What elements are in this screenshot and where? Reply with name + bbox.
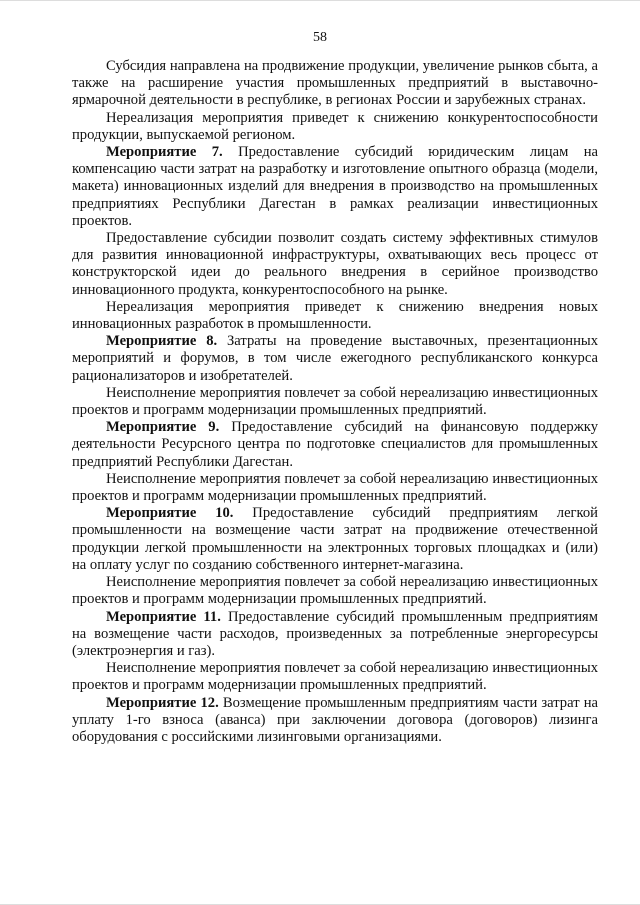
paragraph-lead: Мероприятие 12. [106,694,219,711]
paragraph-text: Затраты на проведение выставочных, презентационных мероприятий и форумов, в том числе ежегодного республиканского конкурса рационализаторов и изобретателей. [72,333,599,384]
paragraph-text: Нереализация мероприятия приведет к снижению конкурентоспособности продукции, выпускаемой регионом. [72,109,598,143]
page-body [72,58,598,746]
paragraph [72,471,598,505]
paragraph [72,419,598,471]
paragraph-text: Предоставление субсидий на финансовую поддержку деятельности Ресурсного центра по подготовке специалистов для промышленных предприятий Республики Дагестан. [72,419,598,470]
scan-edge-mark [0,0,640,1]
paragraph-text: Нереализация мероприятия приведет к снижению внедрения новых инновационных разработок в промышленности. [72,298,598,333]
paragraph [72,230,598,299]
paragraph-lead: Мероприятие 9. [106,419,220,436]
paragraph [72,695,598,747]
paragraph-lead: Мероприятие 8. [106,333,218,350]
paragraph-text: Предоставление субсидий предприятиям легкой промышленности на возмещение части затрат на продвижение отечественной продукции легкой промышленности на электронных торговых площадках и (или) на оплату услуг по созданию собственного интернет-магазина. [72,505,598,573]
paragraph [72,609,598,661]
paragraph-text: Субсидия направлена на продвижение продукции, увеличение рынков сбыта, а также на расширение участия промышленных предприятий в выставочно-ярмарочной деятельности в республике, в регионах России и зарубежных странах. [72,58,598,109]
paragraph-text: Возмещение промышленным предприятиям части затрат на уплату 1-го взноса (аванса) при заключении договора (договоров) лизинга оборудования с российскими лизинговыми организациями. [72,694,599,745]
paragraph-text: Неисполнение мероприятия повлечет за собой нереализацию инвестиционных проектов и программ модернизации промышленных предприятий. [72,574,598,608]
paragraph-text: Неисполнение мероприятия повлечет за собой нереализацию инвестиционных проектов и программ модернизации промышленных предприятий. [72,384,598,419]
paragraph-lead: Мероприятие 7. [106,144,223,161]
paragraph-lead: Мероприятие 10. [106,505,234,522]
paragraph [72,574,598,608]
paragraph-text: Неисполнение мероприятия повлечет за собой нереализацию инвестиционных проектов и программ модернизации промышленных предприятий. [72,470,598,505]
paragraph [72,144,598,230]
paragraph-text: Предоставление субсидий юридическим лицам на компенсацию части затрат на разработку и изготовление опытного образца (модели, макета) инновационных изделий для внедрения в производство на промышленных предприятиях Республики Дагестан в рамках реализации инвестиционных проектов. [72,144,599,229]
paragraph-text: Предоставление субсидии позволит создать систему эффективных стимулов для развития инновационной инфраструктуры, охватывающих весь процесс от конструкторской идеи до реального внедрения в серийное производство инновационного продукта, конкурентоспособного на рынке. [72,230,598,298]
paragraph [72,58,598,110]
paragraph-text: Неисполнение мероприятия повлечет за собой нереализацию инвестиционных проектов и программ модернизации промышленных предприятий. [72,660,598,694]
paragraph [72,505,598,574]
paragraph [72,660,598,694]
paragraph [72,299,598,333]
page-number: 58 [313,30,327,45]
paragraph-text: Предоставление субсидий промышленным предприятиям на возмещение части расходов, произведенных за потребленные энергоресурсы (электроэнергия и газ). [72,608,598,659]
paragraph [72,385,598,419]
paragraph [72,110,598,144]
paragraph [72,333,598,385]
paragraph-lead: Мероприятие 11. [106,608,221,625]
